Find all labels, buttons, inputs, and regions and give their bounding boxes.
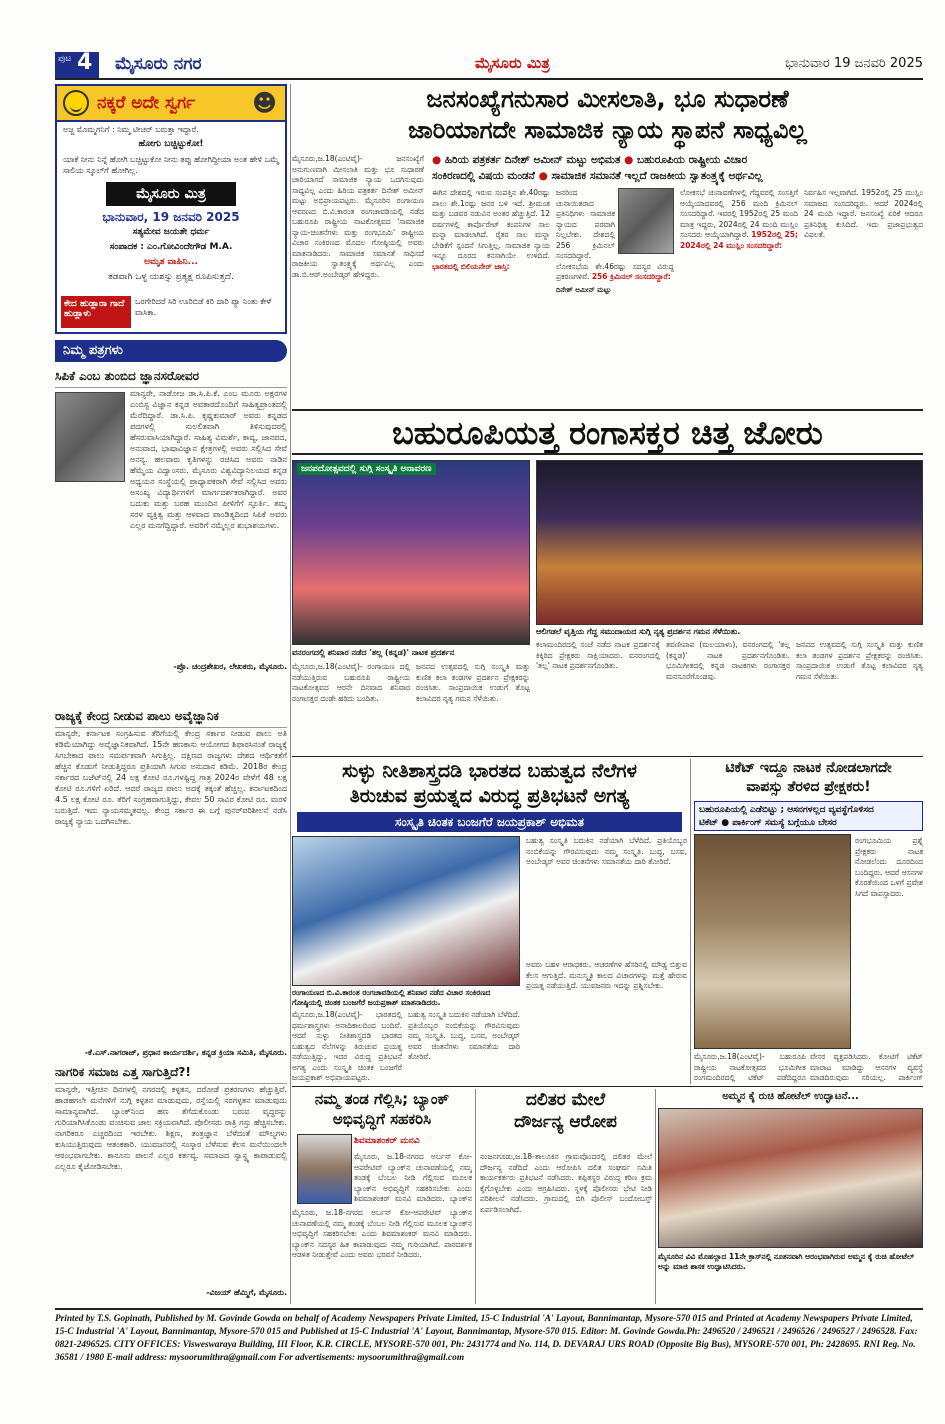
section-rule <box>292 756 923 757</box>
letter-1-body: ಮಾನ್ಯರೇ, ನಾಡೋಜ ಡಾ.ಸಿ.ಪಿ.ಕೆ. ಎಂಬ ಮೂರು ಅಕ್ಷರಗಳ ಎಂಬಿಸ್ಟ ವಿಜ್ಞಾನ ಕನ್ನಡ ಅವತಾರದೊಂದಿಗೆ ಸಾಹಿತ್ಯಪ್ರಾಂತದಲ್ಲಿ ಮೆರೆದಿದ್ದಾರೆ. ಡಾ.ಸಿ.ಪಿ. ಕೃಷ್ಣಕುಮಾರ್ ಅವರು ಕನ್ನಡದ ಪದಗಳಲ್ಲಿ ಸುಲಲಿತವಾಗಿ ತಿಳಿಸುವುದರಲ್ಲಿ ಹೆಸರುವಾಸಿಯಾಗಿದ್ದಾರೆ. ಸಾಹಿತ್ಯ ವಿಮರ್ಶೆ, ಕಾವ್ಯ, ಜಾನಪದ, ಅನುವಾದ, ಭಾಷಾವಿಜ್ಞಾನ ಕ್ಷೇತ್ರಗಳಲ್ಲಿ ಅವರು ಸಲ್ಲಿಸಿದ ಸೇವೆ ಅನನ್ಯ. ಹಲವಾರು ಕೃತಿಗಳನ್ನು ರಚಿಸಿದ ಅವರು ನಾಡಿನ ಹೆಮ್ಮೆಯ ವಿದ್ವಾಂಸರು. ಮೈಸೂರು ವಿಶ್ವವಿದ್ಯಾನಿಲಯದ ಕನ್ನಡ ಅಧ್ಯಯನ ಸಂಸ್ಥೆಯಲ್ಲಿ ಪ್ರಾಧ್ಯಾಪಕರಾಗಿ ಸೇವೆ ಸಲ್ಲಿಸಿದ ಅವರು ಅಸಂಖ್ಯ ವಿದ್ಯಾರ್ಥಿಗಳಿಗೆ ಮಾರ್ಗದರ್ಶಕರಾಗಿದ್ದಾರೆ. ಅವರ ಬದುಕು ಮತ್ತು ಬರಹ ಮುಂದಿನ ಪೀಳಿಗೆಗೆ ಸ್ಫೂರ್ತಿ. ತಮ್ಮ ಸರಳ ವ್ಯಕ್ತಿತ್ವ ಮತ್ತು ಆಳವಾದ ಪಾಂಡಿತ್ಯದಿಂದ ಸಿಪಿಕೆ ಅವರು ಎಲ್ಲರ ಮನಗೆದ್ದಿದ್ದಾರೆ. ಅವರಿಗೆ ನಮ್ಮೆಲ್ಲರ ಶುಭಾಶಯಗಳು. <box>130 389 287 530</box>
letter-3 <box>55 1062 287 1298</box>
story3-headline-line-1: ಟಿಕೆಟ್ ಇದ್ದೂ ನಾಟಕ ನೋಡಲಾಗದೇ <box>725 760 892 776</box>
main-area <box>292 84 923 1304</box>
column-rule <box>475 1089 476 1304</box>
lead-column-3-text: ಜನರಿಂದ ಚುನಾಯಿತರಾದ ಪ್ರತಿನಿಧಿಗಳು ಸಾಮಾಜಿಕ ನ್ಯಾಯದ ಪರವಾಗಿ ನಿಲ್ಲಬೇಕು. ದೇಶದಲ್ಲಿ 256 ಕ್ರಿಮಿನಲ್ ಸಂಸದರಿದ್ದಾರೆ. ಲೋಕಸಭೆಯ ಶೇ.46ರಷ್ಟು ಸದಸ್ಯರ ವಿರುದ್ಧ ಪ್ರಕರಣಗಳಿವೆ. <box>556 188 674 281</box>
proverb-text: ಒರಗೇರಿದರೆ ಸಿರಿ ಊರಿಬಿಡೆ ಕಿರಿ ದಾರಿ ಪ್ಯಾ ನಿಂತು ಕೇಳೆ ವಾಸಿಕಾ. <box>135 297 272 317</box>
lead-headline-line-2: ಜಾರಿಯಾಗದೇ ಸಾಮಾಜಿಕ ನ್ಯಾಯ ಸ್ಥಾಪನೆ ಸಾಧ್ಯವಿಲ್ಲ <box>408 116 807 144</box>
story5-body: ನಂಜನಗೂಡು,ಜ.18-ತಾಲೂಕಿನ ಗ್ರಾಮವೊಂದರಲ್ಲಿ ದಲಿತರ ಮೇಲೆ ದೌರ್ಜನ್ಯ ನಡೆದಿದೆ ಎಂದು ಆರೋಪಿಸಿ ದಲಿತ ಸಂಘರ್ಷ ಸಮಿತಿ ಕಾರ್ಯಕರ್ತರು ಪ್ರತಿಭಟನೆ ನಡೆಸಿದರು. ತಪ್ಪಿತಸ್ಥರ ವಿರುದ್ಧ ಕಠಿಣ ಕ್ರಮ ಕೈಗೊಳ್ಳಬೇಕು ಎಂದು ಆಗ್ರಹಿಸಿದರು. ಸ್ಥಳಕ್ಕೆ ಪೊಲೀಸರು ಭೇಟಿ ನೀಡಿ ಪರಿಶೀಲನೆ ನಡೆಸಿದರು. ಗ್ರಾಮದಲ್ಲಿ ಬಿಗಿ ಪೊಲೀಸ್ ಬಂದೋಬಸ್ತ್ ಏರ್ಪಡಿಸಲಾಗಿದೆ. <box>480 1152 652 1214</box>
joke-line: ಅಜ್ಜ ಮೊಮ್ಮಗನಿಗೆ : ನಿಮ್ಮ ಟೀಚರ್ ಬರುತ್ತಾ ಇದ್ದಾರೆ. <box>63 125 199 134</box>
humor-box-date: ಭಾನುವಾರ, 19 ಜನವರಿ 2025 <box>102 210 240 224</box>
story4-byline: ಶಿವಮಾಶಂಕರ್ ಮನವಿ <box>354 1136 420 1146</box>
page-label-text: ಪುಟ <box>58 54 72 64</box>
lead-subhead-a: ಭಾರತದಲ್ಲಿ ಬಿಲಿಯನೇರ್ ಜಾಸ್ತಿ: <box>432 261 510 271</box>
letter-3-title: ನಾಗರಿಕ ಸಮಾಜ ಎತ್ತ ಸಾಗುತ್ತಿದೆ?! <box>55 1062 287 1084</box>
lead-column-3 <box>556 188 674 404</box>
letter-3-signature: -ವಿಜಯ್ ಹೆಮ್ಮಿಗೆ, ಮೈಸೂರು. <box>206 1288 287 1297</box>
smiley-icon <box>63 90 89 116</box>
humor-title: ನಕ್ಕರೆ ಅದೇ ಸ್ವರ್ಗ <box>97 93 196 113</box>
story5-headline-line-1: ದಲಿತರ ಮೇಲೆ <box>525 1090 606 1110</box>
story3-headline-line-2: ವಾಪಸ್ಸು ತೆರಳಿದ ಪ್ರೇಕ್ಷಕರು! <box>746 779 871 795</box>
story3-column-2: ಮೈಸೂರು,ಜ.18(ಎಂಟಿವೈ)- ಬಹುರೂಪಿ ರಾಷ್ಟ್ರೀಯ ನಾಟಕೋತ್ಸವದ ಭೂಮಿಗೀತ ರಂಗಮಂದಿರದಲ್ಲಿ ಟಿಕೆಟ್ ಪಡೆದಿದ್ದರೂ <box>694 1052 806 1082</box>
left-column <box>55 84 287 1304</box>
lead-column-2-text: ಈಗಿನ ದೇಶದಲ್ಲಿ ಇರುವ ಸಂಪತ್ತಿನ ಶೇ.40ರಷ್ಟು ಪಾಲು ಶೇ.1ರಷ್ಟು ಜನರ ಬಳಿ ಇದೆ. ಶ್ರೀಮಂತ ಮತ್ತು ಬಡವರ ನಡುವಿನ ಅಂತರ ಹೆಚ್ಚುತ್ತಿದೆ. 12 ವರ್ಷಗಳಲ್ಲಿ ಕಾರ್ಪೊರೇಟ್ ಕಂಪನಿಗಳ ಸಾಲ ಮನ್ನಾ ಮಾಡಲಾಗಿದೆ. ರೈತರ ಸಾಲ ಮನ್ನಾ ಬೇಡಿಕೆಗೆ ಸ್ಪಂದನೆ ಸಿಗುತ್ತಿಲ್ಲ. ಸಾಮಾಜಿಕ ನ್ಯಾಯ ಇನ್ನೂ ದೂರದ ಕನಸಾಗಿಯೇ ಉಳಿದಿದೆ. <box>432 188 550 260</box>
story2-column-1b: ಬಹುತ್ವ ಸಂಸ್ಕೃತಿ ಬದುಕಿನ ನಡೆಯಾಗಿ ಬೆಳೆದಿದೆ. ಪ್ರತಿಯೊಬ್ಬರ ನಂಬಿಕೆಯನ್ನು ಗೌರವಿಸುವುದು ನಮ್ಮ ಸಂಸ್ಕೃತಿ. ಬುದ್ಧ, ಬಸವ, ಅಂಬೇಡ್ಕರ್ ಅವರ ಚಿಂತನೆಗಳು ಸಮಾನತೆಯ ದಾರಿ ತೋರಿವೆ. <box>408 1010 520 1061</box>
amrutha-text: ತಡವಾಗಿ ಒಳ್ಳ ಯಶಸ್ಸು ಪ್ರತ್ಯಕ್ಷ ರೂಪಿಸುತ್ತದೆ. <box>108 272 234 282</box>
lead-column-4 <box>680 188 798 404</box>
story2-column-2: ಬಹುತ್ವ ಸಂಸ್ಕೃತಿ ಬದುಕಿನ ನಡೆಯಾಗಿ ಬೆಳೆದಿದೆ. ಪ್ರತಿಯೊಬ್ಬರ ನಂಬಿಕೆಯನ್ನು ಗೌರವಿಸುವುದು ನಮ್ಮ ಸಂಸ್ಕೃತಿ. ಬುದ್ಧ, ಬಸವ, ಅಂಬೇಡ್ಕರ್ ಅವರ ಚಿಂತನೆಗಳು ಸಮಾನತೆಯ ದಾರಿ ತೋರಿವೆ. <box>526 836 687 866</box>
stage-photo-1-caption: ವನರಂಗದಲ್ಲಿ ಶನಿವಾರ ನಡೆದ 'ತಲ್ಲ (ಕನ್ನಡ)' ನಾಟಕ ಪ್ರದರ್ಶನ <box>292 648 455 657</box>
story2-headline-line-1: ಸುಳ್ಳು ನೀತಿಶಾಸ್ತ್ರದಡಿ ಭಾರತದ ಬಹುತ್ವದ ನೆಲೆಗಳ <box>342 760 637 782</box>
speaker-photo-caption: ರಂಗಾಯಣದ ಬಿ.ವಿ.ಕಾರಂತ ರಂಗಚಾವಡಿಯಲ್ಲಿ ಶನಿವಾರ ನಡೆದ ವಿಚಾರ ಸಂಕಿರಣದ ಗೋಷ್ಠಿಯಲ್ಲಿ ಚಿಂತಕ ಬಂಜಗೆರೆ ಜಯಪ್ರಕಾಶ್ ಮಾತನಾಡಿದರು. <box>292 988 491 1007</box>
letter-1-signature: -ಪ್ರೊ. ಚಂದ್ರಶೇಖರ, ಲೇಖಕರು, ಮೈಸೂರು. <box>173 662 287 671</box>
issue-date: ಭಾನುವಾರ 19 ಜನವರಿ 2025 <box>785 56 923 71</box>
lead-column-4-text: ಲೋಕಸಭೆ ಚುನಾವಣೆಗಳಲ್ಲಿ ಗೆದ್ದವರಲ್ಲಿ ಸಂಸತ್ತಿಗೆ ಆಯ್ಕೆಯಾದವರಲ್ಲಿ 256 ಮಂದಿ ಕ್ರಿಮಿನಲ್ ಸಂಸದರಿದ್ದಾರೆ. ಇವರಲ್ಲಿ 1952ರಲ್ಲಿ 25 ಮಂದಿ ಮಾತ್ರ ಇದ್ದರು, 2024ರಲ್ಲಿ 24 ಮಂದಿ ಮುಸ್ಲಿಂ ಸಂಸದರು ಆಯ್ಕೆಯಾಗಿದ್ದಾರೆ. <box>680 188 798 239</box>
imprint-footer: Printed by T.S. Gopinath, Published by M. Govinde Gowda on behalf of Academy Newspapers Private Limited, 15-C Industrial 'A' Layout, Bannimantap, Mysore-570 015 and Printed at Academy Newspapers Private Limited, 15-C Industrial 'A' Layout, Bannimantap, Mysore-570 015 and Published at 15-C Industrial 'A' Layout, Bannimantap, Mysore-570 015. Editor: M. Govinde Gowda.Ph: 2496520 / 2496521 / 2496526 / 2496527 / 2496528. Fax: 0821-2496525. CITY OFFICES: Visweswaraya Building, III Floor, K.R. CIRCLE, MYSORE-570 001, Ph: 2431774 and No. 114, D. DEVARAJ URS ROAD (Opposite Big Bus), MYSORE-570 001, Ph: 2428695. RNI Reg. No. 36581 / 1980 E-mail address: mysoorumithra@gmail.com For advertisements: mysoorumithra@gmail.com <box>55 1308 923 1388</box>
editor-line: ಸಂಪಾದಕ : ಎಂ.ಗೋವಿಂದೇಗೌಡ M.A. <box>109 242 233 252</box>
speaker-photo <box>292 836 520 986</box>
feature-column-1: ಮೈಸೂರು,ಜ.18(ಎಂಟಿವೈ)- ರಂಗಾಯಣ ದಲ್ಲಿ ನಡೆಯುತ್ತಿರುವ ಬಹುರೂಪಿ ರಾಷ್ಟ್ರೀಯ ನಾಟಕೋತ್ಸವದ ಆರನೇ ದಿನವಾದ ಶನಿವಾರ ರಂಗಾಸಕ್ತರ ದಂಡೇ ಹರಿದು ಬಂದಿತು. <box>292 662 410 703</box>
lead-subhead-c: 1952ರಲ್ಲಿ 25; 2024ರಲ್ಲಿ 24 ಮುಸ್ಲಿಂ ಸಂಸದರಿದ್ದಾರೆ: <box>680 230 798 250</box>
letter-2-signature: -ಕೆ.ಎಸ್.ನಾಗರಾಜ್, ಪ್ರಧಾನ ಕಾರ್ಯದರ್ಶಿ, ಕನ್ನಡ ಕ್ರಿಯಾ ಸಮಿತಿ, ಮೈಸೂರು. <box>84 1048 287 1057</box>
story2-headline-line-2: ತಿರುಚುವ ಪ್ರಯತ್ನದ ವಿರುದ್ಧ ಪ್ರತಿಭಟನೆ ಅಗತ್ಯ <box>349 785 630 807</box>
lead-kicker-3: ಸಂಕಿರಣದಲ್ಲಿ ವಿಷಯ ಮಂಡನೆ <box>432 170 535 182</box>
story6-headline: ಅಮ್ಮನ ಕೈ ರುಚಿ ಹೋಟೆಲ್ ಉದ್ಘಾಟನೆ... <box>722 1091 859 1102</box>
humor-box <box>55 84 287 334</box>
story3-headline <box>694 759 923 799</box>
letter-2 <box>55 706 287 1058</box>
humor-banner <box>57 86 285 122</box>
column-rule <box>290 84 291 1304</box>
mini-masthead: ಮೈಸೂರು ಮಿತ್ರ <box>106 182 236 206</box>
joke-line: ಯಾಕೆ ನೀನು ನಿನ್ನೆ ಹೋಗಿ ಬಚ್ಚಿಟ್ಟುಕೋ ನೀನು ತಪ್ಪು ಹೋಗಿದ್ದೀಯಾ ಅಂತ ಹೇಳಿ ಒಮ್ಮೆ ಸಾಲಿಯ ಸ್ಕೂಲ್‌ಗೆ ಹೋಗಿಲ್ಲ. <box>63 155 280 175</box>
story3-kicker-2: ಟಿಕೆಟ್ ● ಪಾರ್ಕಿಂಗ್ ಸಮಸ್ಯೆ ಬಗ್ಗೆಯೂ ಬೇಸರ <box>699 818 837 828</box>
lead-headline-line-1: ಜನಸಂಖ್ಯೆಗನುಸಾರ ಮೀಸಲಾತಿ, ಭೂ ಸುಧಾರಣೆ <box>426 85 789 113</box>
hotel-photo-caption: ಮೈಸೂರಿನ ವಿವಿ ಮೊಹಲ್ಲಾದ 11ನೇ ಕ್ರಾಸ್‌ನಲ್ಲಿ ನೂತನವಾಗಿ ಆರಂಭವಾಗಿರುವ ಅಮ್ಮನ ಕೈ ರುಚಿ ಹೋಟೆಲ್ ಅನ್ನು ಮಾಜಿ ಶಾಸಕ ಉದ್ಘಾಟಿಸಿದರು. <box>658 1252 915 1271</box>
lead-kicker-4: ಸಾಮಾಜಿಕ ಸಮಾನತೆ ಇಲ್ಲದೆ ರಾಜಕೀಯ ಸ್ವಾತಂತ್ರ್ಯಕ್ಕೆ ಅರ್ಥವಿಲ್ಲ <box>551 170 763 182</box>
section-rule <box>292 1086 923 1087</box>
bullet-icon: ● <box>624 154 634 166</box>
candidate-portrait <box>297 1134 352 1204</box>
feature-column-5: ಜನಪದ ಉತ್ಸವದಲ್ಲಿ ಸುಗ್ಗಿ ಸಂಸ್ಕೃತಿ ಮತ್ತು ಕುಣಿತ ಕಲಾ ತಂಡಗಳ ಪ್ರದರ್ಶನ ಪ್ರೇಕ್ಷಕರನ್ನು ರಂಜಿಸಿತು. ಸಾಂಪ್ರದಾಯಿಕ ಉಡುಗೆ ತೊಟ್ಟ ಕಲಾವಿದರ ನೃತ್ಯ ಗಮನ ಸೆಳೆಯಿತು. <box>796 640 923 681</box>
letter-3-body: ಮಾನ್ಯರೇ, ಇತ್ತೀಚಿನ ದಿನಗಳಲ್ಲಿ ನಗರದಲ್ಲಿ ಕಳ್ಳತನ, ದರೋಡೆ ಪ್ರಕರಣಗಳು ಹೆಚ್ಚುತ್ತಿವೆ. ಹಾಡಹಗಲೇ ಮನೆಗಳಿಗೆ ನುಗ್ಗಿ ಕಳ್ಳತನ ಮಾಡುವುದು, ರಸ್ತೆಯಲ್ಲಿ ಸರಗಳ್ಳತನ ಮಾಡುವುದು ಸಾಮಾನ್ಯವಾಗಿದೆ. ಬ್ಯಾಂಕ್‌ನಿಂದ ಹಣ ತೆಗೆದುಕೊಂಡು ಬರುವ ವೃದ್ಧರನ್ನು ಗುರಿಯಾಗಿಸಿಕೊಂಡು ವಂಚಿಸುವ ಜಾಲ ಸಕ್ರಿಯವಾಗಿದೆ. ಪೊಲೀಸರು ರಾತ್ರಿ ಗಸ್ತು ಹೆಚ್ಚಿಸಬೇಕು. ನಾಗರಿಕರೂ ಎಚ್ಚರದಿಂದ ಇರಬೇಕು. ಶಿಕ್ಷಣ, ತಂತ್ರಜ್ಞಾನ ಬೆಳೆದಂತೆ ಮೌಲ್ಯಗಳು ಕುಸಿಯುತ್ತಿರುವುದು ಆತಂಕಕಾರಿ. ಯುವಜನರಲ್ಲಿ ಸಂಸ್ಕಾರ ಬೆಳೆಸುವ ಕೆಲಸ ಮನೆಯಿಂದಲೇ ಆರಂಭವಾಗಬೇಕು. ಕಾನೂನು ಪಾಲನೆ ಎಲ್ಲರ ಕರ್ತವ್ಯ. ಸಮಾಜದ ಸ್ವಾಸ್ಥ್ಯ ಕಾಪಾಡುವಲ್ಲಿ ಎಲ್ಲರೂ ಕೈಜೋಡಿಸಬೇಕು. <box>55 1085 287 1171</box>
story2-kicker: ಸಂಸ್ಕೃತಿ ಚಿಂತಕ ಬಂಜಗೆರೆ ಜಯಪ್ರಕಾಶ್ ಅಭಿಮತ <box>297 812 682 832</box>
story3-column-3: ವೇಸರ ವ್ಯಕ್ತಪಡಿಸಿದರು. ಕೋಟಿಗೆ ಟಿಕೆಟ್ ಮಾರಾಟ ಮಾಡಿದ್ದು ಆಸನಗಳ ವ್ಯವಸ್ಥೆ ಮಾಡದಿರುವುದು ಸರಿಯಲ್ಲ. ಪಾರ್ಕಿಂಗ್ <box>810 1052 923 1082</box>
lead-subhead-b: 256 ಕ್ರಿಮಿನಲ್ ಸಂಸದರಿದ್ದಾರೆ: <box>591 272 671 281</box>
story2-column-3: ಅವರು ಬಹಳ ಆರಾಧಕರು. ಆಚರಣೆಗಳ ಹೆಸರಿನಲ್ಲಿ ಮೌಢ್ಯ ಬಿತ್ತುವ ಕೆಲಸ ಆಗುತ್ತಿದೆ. ಮನುಸ್ಮೃತಿ ಕಾಲದ ವಿಚಾರಗಳನ್ನು ಮತ್ತೆ ಹೇರುವ ಪ್ರಯತ್ನ ನಡೆಯುತ್ತಿದೆ. ಯುವಜನರು ಇದನ್ನು ಪ್ರಶ್ನಿಸಬೇಕು. <box>526 960 687 990</box>
lead-kickers <box>432 152 923 186</box>
lead-column-1: ಮೈಸೂರು,ಜ.18(ಎಂಟಿವೈ)- ಜನಸಂಖ್ಯೆಗೆ ಅನುಗುಣವಾಗಿ ಮೀಸಲಾತಿ ಮತ್ತು ಭೂ ಸುಧಾರಣೆ ಜಾರಿಯಾಗದೆ ಸಾಮಾಜಿಕ ನ್ಯಾಯ ಒದಗಿಸುವುದು ಸಾಧ್ಯವಿಲ್ಲ ಎಂದು ಹಿರಿಯ ಪತ್ರಕರ್ತ ದಿನೇಶ್ ಅಮೀನ್ ಮಟ್ಟು ಅಭಿಪ್ರಾಯಪಟ್ಟರು. ಮೈಸೂರಿನ ರಂಗಾಯಣ ಆವರಣದ ಬಿ.ವಿ.ಕಾರಂತ ರಂಗಚಾವಡಿಯಲ್ಲಿ ನಡೆದ ಬಹುರೂಪಿ ರಾಷ್ಟ್ರೀಯ ನಾಟಕೋತ್ಸವದ 'ಸಾಮಾಜಿಕ ನ್ಯಾಯ-ಚಿಂತನೆಗಳು ಮತ್ತು ರಂಗಭೂಮಿ' ರಾಷ್ಟ್ರೀಯ ವಿಚಾರ ಸಂಕಿರಣದ ಮೊದಲ ಗೋಷ್ಠಿಯಲ್ಲಿ ಅವರು ಮಾತನಾಡಿದರು. ಸಾಮಾಜಿಕ ಸಮಾನತೆ ಸಾಧಿಸದೆ ರಾಜಕೀಯ ಸ್ವಾತಂತ್ರ್ಯಕ್ಕೆ ಅರ್ಥವಿಲ್ಲ ಎಂದು ಡಾ.ಬಿ.ಆರ್.ಅಂಬೇಡ್ಕರ್ ಹೇಳಿದ್ದರು. <box>292 154 424 279</box>
corridor-photo <box>694 834 851 1049</box>
joke-line: ಹೋಗು ಬಚ್ಚಿಟ್ಟುಕೋ! <box>138 139 204 149</box>
amrutha-title: ಅಮೃತ ವಾಹಿನಿ... <box>144 257 198 267</box>
section-name: ಮೈಸೂರು ನಗರ <box>115 54 202 74</box>
feature-column-4: ತವಣೀಪಾಪ (ಮಲಯಾಳಂ), ವನರಂಗದಲ್ಲಿ 'ತಲ್ಲ (ಕನ್ನಡ)' ನಾಟಕ ಪ್ರದರ್ಶನಗೊಂಡಿತು. ಭೂಮಿಗೀತದಲ್ಲಿ ಕನ್ನಡ ನಾಟಕಗಳು ರಂಗಾಸಕ್ತರ ಮನಸೂರೆಗೊಂಡವು. <box>666 640 790 681</box>
proverb-label: ಕೇದ ಹುಡ್ಲಾರಾ ಗಾದೆ ಹುಡ್ಲಾಳು <box>61 296 131 328</box>
letter-2-title: ರಾಜ್ಯಕ್ಕೆ ಕೇಂದ್ರ ನೀಡುವ ಪಾಲು ಅವೈಜ್ಞಾನಿಕ <box>55 706 287 728</box>
story3-kicker <box>694 801 923 831</box>
column-rule <box>690 759 691 1084</box>
story3-column-1: ರಂಗಭೂಮಿಯ ಪ್ರಶ್ನೆ ಪ್ರೇಕ್ಷಕರು ನಾಟಕ ನೋಡಲೆಂದು ದೂರದಿಂದ ಬಂದಿದ್ದರು. ಆದರೆ ಆಸನಗಳ ಕೊರತೆಯಿಂದ ಒಳಗೆ ಪ್ರವೇಶ ಸಿಗದೆ ವಾಪಸ್ಸಾದರು. <box>855 836 923 898</box>
letter-1-photo <box>55 392 125 482</box>
page-number: 4 <box>77 50 93 75</box>
feature-column-3: ಕಲಾಮಂದಿರದಲ್ಲಿ ಸಂಜೆ ನಡೆದ ನಾಟಕ ಪ್ರದರ್ಶನಕ್ಕೆ ಕಿಕ್ಕಿರಿದ ಪ್ರೇಕ್ಷಕರು ಸಾಕ್ಷಿಯಾದರು. ವನರಂಗದಲ್ಲಿ 'ತಲ್ಲ' ನಾಟಕ ಪ್ರದರ್ಶನಗೊಂಡಿತು. <box>536 640 660 670</box>
lead-headline <box>292 84 923 150</box>
stage-photo-2-caption: ಆಲಿಗಡಲೆ ವೃತ್ತಿಯ ಗೆದ್ದ ಸಮುದಾಯದ ಸುಗ್ಗಿ ನೃತ್ಯ ಪ್ರದರ್ಶನ ಗಮನ ಸೆಳೆಯಿತು. <box>536 627 741 636</box>
story4-headline <box>292 1089 472 1133</box>
feature-column-2: ಜನಪದ ಉತ್ಸವದಲ್ಲಿ ಸುಗ್ಗಿ ಸಂಸ್ಕೃತಿ ಮತ್ತು ಕುಣಿತ ಕಲಾ ತಂಡಗಳ ಪ್ರದರ್ಶನ ಪ್ರೇಕ್ಷಕರನ್ನು ರಂಜಿಸಿತು. ಸಾಂಪ್ರದಾಯಿಕ ಉಡುಗೆ ತೊಟ್ಟ ಕಲಾವಿದರ ನೃತ್ಯ ಗಮನ ಸೆಳೆಯಿತು. <box>416 662 530 703</box>
story4-body: ಮೈಸೂರು, ಜ.18-ನಗರದ ಅರ್ಬನ್ ಕೋ-ಆಪರೇಟಿವ್ ಬ್ಯಾಂಕ್‌ನ ಚುನಾವಣೆಯಲ್ಲಿ ನಮ್ಮ ತಂಡಕ್ಕೆ ಬೆಂಬಲ ನೀಡಿ ಗೆಲ್ಲಿಸುವ ಮೂಲಕ ಬ್ಯಾಂಕ್‌ನ ಅಭಿವೃದ್ಧಿಗೆ ಸಹಕರಿಸಬೇಕು ಎಂದು ಶಿವಮಾಶಂಕರ್ ಮನವಿ ಮಾಡಿದರು. ಬ್ಯಾಂಕ್‌ನ ಸದಸ್ಯರ ಹಿತ ಕಾಪಾಡುವುದು ನಮ್ಮ ಗುರಿಯಾಗಿದೆ. ಪಾರದರ್ಶಕ ಆಡಳಿತ ನೀಡುತ್ತೇವೆ ಎಂದು ಅವರು ಭರವಸೆ ನೀಡಿದರು. <box>292 1208 472 1259</box>
story5-headline-line-2: ದೌರ್ಜನ್ಯ ಆರೋಪ <box>514 1112 617 1132</box>
lead-photo <box>618 188 674 254</box>
feature-headline: ಬಹುರೂಪಿಯತ್ತ ರಂಗಾಸಕ್ತರ ಚಿತ್ತ ಜೋರು <box>292 409 923 455</box>
stage-photo-2 <box>536 460 923 625</box>
letters-header: ನಿಮ್ಮ ಪತ್ರಗಳು <box>55 340 287 362</box>
masthead-logo: ಮೈಸೂರು ಮಿತ್ರ <box>475 54 550 72</box>
proverb-strip <box>57 294 285 330</box>
bullet-icon: ● <box>538 170 548 182</box>
column-rule <box>655 1089 656 1304</box>
letter-2-body: ಮಾನ್ಯರೇ, ಕರ್ನಾಟಕ ಸಂಗ್ರಹಿಸುವ ತೆರಿಗೆಯಲ್ಲಿ ಕೇಂದ್ರ ಸರ್ಕಾರ ನೀಡುವ ಪಾಲು ಅತಿ ಕಡಿಮೆಯಾಗಿದ್ದು ಅವೈಜ್ಞಾನಿಕವಾಗಿದೆ. 15ನೇ ಹಣಕಾಸು ಆಯೋಗದ ಶಿಫಾರಸಿನಂತೆ ರಾಜ್ಯಕ್ಕೆ ಸಿಗಬೇಕಾದ ಪಾಲು ಸಮರ್ಪಕವಾಗಿ ಸಿಗುತ್ತಿಲ್ಲ. ದಕ್ಷಿಣದ ರಾಜ್ಯಗಳು ದೇಶದ ಆರ್ಥಿಕತೆಗೆ ಹೆಚ್ಚಿನ ಕೊಡುಗೆ ನೀಡುತ್ತಿದ್ದರೂ ಪ್ರತಿಯಾಗಿ ಸಿಗುವ ಅನುದಾನ ಕಡಿಮೆ. 2018ರ ಕೇಂದ್ರ ಸರ್ಕಾರದ ಬಜೆಟ್‌ನಲ್ಲಿ 24 ಲಕ್ಷ ಕೋಟಿ ರೂ.ಗಳಷ್ಟಿದ್ದ ಗಾತ್ರ 2024ರ ವೇಳೆಗೆ 48 ಲಕ್ಷ ಕೋಟಿ ರೂ.ಗಳಿಗೆ ಏರಿದೆ. ಆದರೆ ರಾಜ್ಯದ ಪಾಲು ಅದಕ್ಕೆ ತಕ್ಕಂತೆ ಹೆಚ್ಚಿಲ್ಲ. ಕರ್ನಾಟಕದಿಂದ 4.5 ಲಕ್ಷ ಕೋಟಿ ರೂ. ತೆರಿಗೆ ಸಂಗ್ರಹವಾಗುತ್ತಿದ್ದು, ಕೇವಲ 50 ಸಾವಿರ ಕೋಟಿ ರೂ. ಮರಳಿ ಬರುತ್ತಿದೆ. ಇದು ನ್ಯಾಯಸಮ್ಮತವಲ್ಲ. ಕೇಂದ್ರ ಸರ್ಕಾರ ಈ ಬಗ್ಗೆ ಪುನರ್‌ಪರಿಶೀಲನೆ ನಡೆಸಿ ರಾಜ್ಯಕ್ಕೆ ನ್ಯಾಯ ಒದಗಿಸಬೇಕು. <box>55 729 287 826</box>
story3-kicker-1: ಬಹುರೂಪಿಯಲ್ಲಿ ಎಡೆಬಿಟ್ಟು ; ಆಸನಗಳಲ್ಲದ ವ್ಯವಸ್ಥೆಗೊಳಿಸದ <box>699 805 874 815</box>
bullet-icon: ● <box>432 154 442 166</box>
story4-headline-line-2: ಅಭಿವೃದ್ಧಿಗೆ ಸಹಕರಿಸಿ <box>332 1110 432 1128</box>
hotel-inauguration-photo <box>658 1108 923 1248</box>
lead-column-2 <box>432 188 550 404</box>
page-header <box>55 50 923 80</box>
cartoon-figure-icon: ☻ <box>251 89 277 117</box>
lead-column-5: ನಿರ್ವಹಿಸ ಇಲ್ಲವಾಗಿದೆ. 1952ರಲ್ಲಿ 25 ಮುಸ್ಲಿಂ ಸಮಾಜದ ಸಂಸದರಿದ್ದರು. ಆದರೆ 2024ರಲ್ಲಿ 24 ಮಂದಿ ಇದ್ದಾರೆ. ಜನಸಂಖ್ಯೆ ಏರಿಕೆ ಆದರೂ ಪ್ರತಿನಿಧಿತ್ವ ಕುಸಿದಿದೆ. ಇದು ಪ್ರಜಾಪ್ರಭುತ್ವದ ವಿಫಲತೆ. <box>804 188 923 239</box>
story4-body-top: ಮೈಸೂರು, ಜ.18-ನಗರದ ಅರ್ಬನ್ ಕೋ-ಆಪರೇಟಿವ್ ಬ್ಯಾಂಕ್‌ನ ಚುನಾವಣೆಯಲ್ಲಿ ನಮ್ಮ ತಂಡಕ್ಕೆ ಬೆಂಬಲ ನೀಡಿ ಗೆಲ್ಲಿಸುವ ಮೂಲಕ ಬ್ಯಾಂಕ್‌ನ ಅಭಿವೃದ್ಧಿಗೆ ಸಹಕರಿಸಬೇಕು ಎಂದು ಶಿವಮಾಶಂಕರ್ ಮನವಿ ಮಾಡಿದರು. ಬ್ಯಾಂಕ್‌ನ <box>354 1152 472 1203</box>
story4-headline-line-1: ನಮ್ಮ ತಂಡ ಗೆಲ್ಲಿಸಿ; ಬ್ಯಾಂಕ್ <box>314 1090 450 1108</box>
page-label <box>55 52 99 78</box>
stage-photo-1-label: ಜನಪದೋತ್ಸವದಲ್ಲಿ ಸುಗ್ಗಿ ಸಂಸ್ಕೃತಿ ಅನಾವರಣ <box>297 463 436 475</box>
letter-1 <box>55 366 287 672</box>
motto: ಸತ್ಯಮೇವ ಜಯತೇ ಧರ್ಮ <box>132 227 210 237</box>
story2-column-1: ಮೈಸೂರು,ಜ.18(ಎಂಟಿವೈ)- ಭಾರತದಲ್ಲಿ ಧರ್ಮಶಾಸ್ತ್ರಗಳು ಅನಾದಿಕಾಲದಿಂದ ಬಂದಿವೆ. ಆದರೆ ಸುಳ್ಳು ನೀತಿಶಾಸ್ತ್ರದಡಿ ಭಾರತದ ಬಹುತ್ವದ ನೆಲೆಗಳನ್ನು ತಿರುಚುವ ಪ್ರಯತ್ನ ನಡೆಯುತ್ತಿದ್ದು, ಇದರ ವಿರುದ್ಧ ಪ್ರತಿಭಟನೆ ಅಗತ್ಯ ಎಂದು ಸಂಸ್ಕೃತಿ ಚಿಂತಕ ಬಂಜಗೆರೆ ಜಯಪ್ರಕಾಶ್ ಅಭಿಪ್ರಾಯಪಟ್ಟರು. <box>292 1010 402 1082</box>
story2-headline <box>292 759 687 811</box>
stage-photo-1 <box>292 460 530 645</box>
lead-kicker-1: ಹಿರಿಯ ಪತ್ರಕರ್ತ ದಿನೇಶ್ ಅಮೀನ್ ಮಟ್ಟು ಅಭಿಮತ <box>444 154 621 166</box>
lead-kicker-2: ಬಹುರೂಪಿಯ ರಾಷ್ಟ್ರೀಯ ವಿಚಾರ <box>636 154 748 166</box>
letter-1-title: ಸಿಪಿಕೆ ಎಂಬ ತುಂಬಿದ ಜ್ಞಾನಸರೋವರ <box>55 366 287 388</box>
story5-headline <box>478 1089 653 1149</box>
lead-photo-caption: ದಿನೇಶ್ ಅಮೀನ್ ಮಟ್ಟು <box>556 285 612 294</box>
